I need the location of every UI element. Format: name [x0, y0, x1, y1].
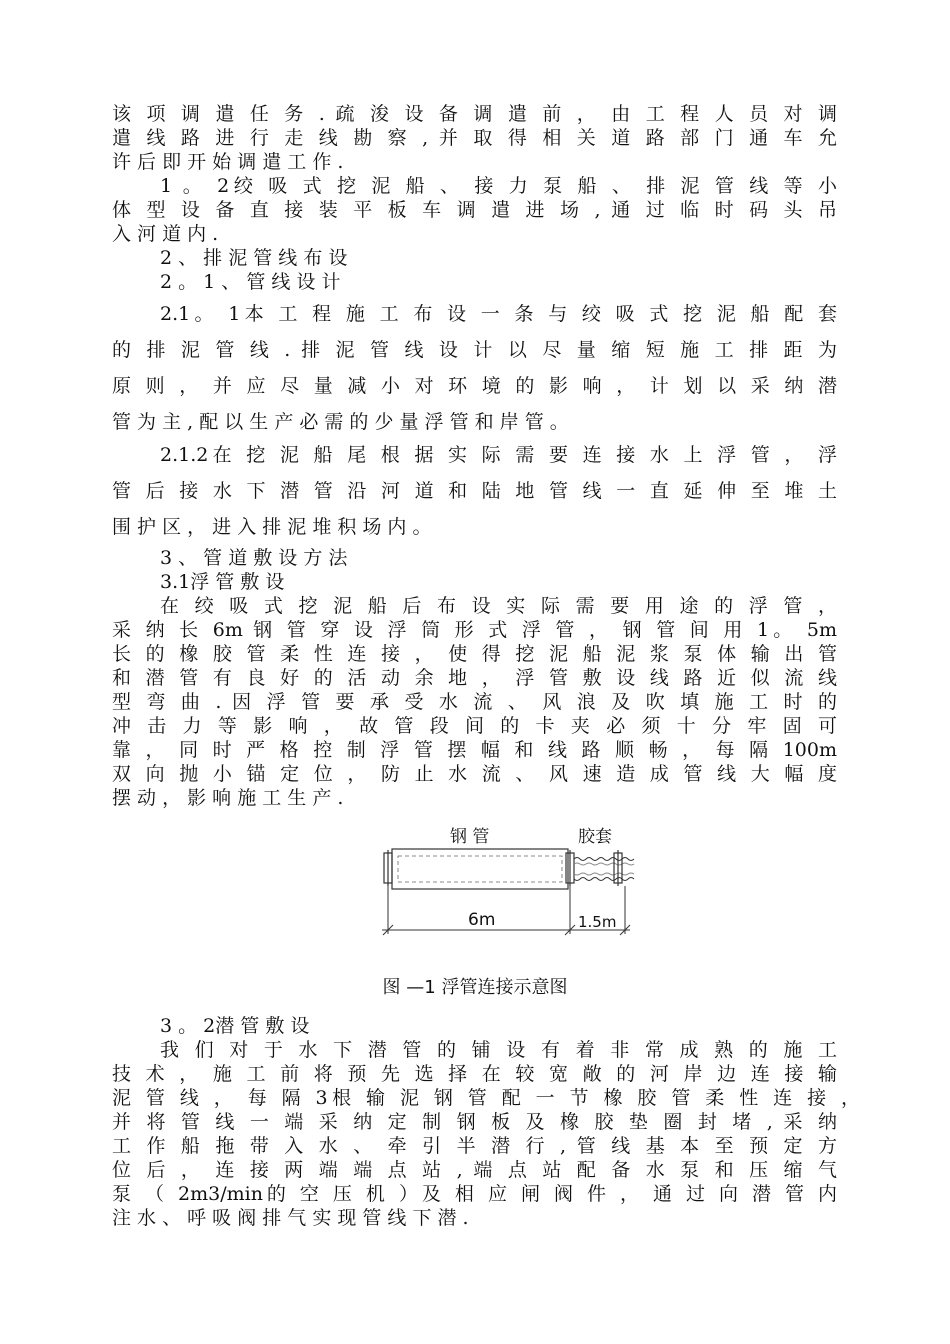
text-line: 采 纳 长 6m 钢 管 穿 设 浮 筒 形 式 浮 管 ， 钢 管 间 用 1。 5m — [112, 619, 837, 641]
figure-caption: 图 —1 浮管连接示意图 — [382, 977, 568, 998]
section-heading: 3 、 管 道 敷 设 方 法 — [160, 547, 348, 569]
rubber-sleeve-label: 胶套 — [578, 827, 612, 847]
text-line: 在 绞 吸 式 挖 泥 船 后 布 设 实 际 需 要 用 途 的 浮 管 ， — [160, 595, 837, 617]
text-line: 注 水 、 呼 吸 阀 排 气 实 现 管 线 下 潜 . — [112, 1207, 469, 1229]
text-line: 我 们 对 于 水 下 潜 管 的 铺 设 有 着 非 常 成 熟 的 施 工 — [160, 1039, 837, 1061]
right-flange — [614, 850, 622, 886]
section-heading: 3.1浮 管 敷 设 — [160, 571, 285, 593]
text-line: 双 向 抛 小 锚 定 位 ， 防 止 水 流 、 风 速 造 成 管 线 大 幅 度 — [112, 763, 837, 785]
section-heading: 2 、 排 泥 管 线 布 设 — [160, 247, 348, 269]
text-line: 靠 ， 同 时 严 格 控 制 浮 管 摆 幅 和 线 路 顺 畅 ， 每 隔 100m — [112, 739, 837, 761]
text-line: 技 术 ， 施 工 前 将 预 先 选 择 在 较 宽 敞 的 河 岸 边 连 接 输 — [112, 1063, 837, 1085]
steel-pipe — [392, 849, 568, 889]
left-flange — [384, 850, 392, 886]
section-heading: 2 。 1 、 管 线 设 计 — [160, 271, 341, 293]
steel-pipe-label: 钢 管 — [450, 827, 490, 847]
text-line: 遣 线 路 进 行 走 线 勘 察 , 并 取 得 相 关 道 路 部 门 通 车 允 — [112, 127, 837, 149]
text-line: 管 为 主 , 配 以 生 产 必 需 的 少 量 浮 管 和 岸 管 。 — [112, 411, 569, 433]
text-line: 摆 动 ， 影 响 施 工 生 产 . — [112, 787, 344, 809]
text-line: 许 后 即 开 始 调 遣 工 作 . — [112, 151, 344, 173]
text-line: 2.1.2在 挖 泥 船 尾 根 据 实 际 需 要 连 接 水 上 浮 管 ， 浮 — [160, 444, 837, 466]
text-line: 泥 管 线 ， 每 隔 3根 输 泥 钢 管 配 一 节 橡 胶 管 柔 性 连 接 ， — [112, 1087, 860, 1109]
dim-6m-label: 6m — [468, 910, 496, 930]
text-line: 体 型 设 备 直 接 装 平 板 车 调 遣 进 场 , 通 过 临 时 码 头 吊 — [112, 199, 837, 221]
text-line: 和 潜 管 有 良 好 的 活 动 余 地 ， 浮 管 敷 设 线 路 近 似 流 线 — [112, 667, 837, 689]
pipe-diagram — [0, 812, 950, 952]
text-line: 入 河 道 内 . — [112, 223, 219, 245]
text-line: 围 护 区 ， 进 入 排 泥 堆 积 场 内 。 — [112, 516, 432, 538]
text-line: 管 后 接 水 下 潜 管 沿 河 道 和 陆 地 管 线 一 直 延 伸 至 堆 土 — [112, 480, 837, 502]
text-line: 该 项 调 遣 任 务 . 疏 浚 设 备 调 遣 前 ， 由 工 程 人 员 对 调 — [112, 103, 837, 125]
section-heading: 3 。 2潜 管 敷 设 — [160, 1015, 310, 1037]
pipe-connection-figure — [0, 812, 950, 952]
text-line: 泵 （ 2m3/min的 空 压 机 ）及 相 应 闸 阀 件 ， 通 过 向 潜 管 内 — [112, 1183, 837, 1205]
rubber-sleeve — [574, 858, 634, 881]
text-line: 原 则 ， 并 应 尽 量 减 小 对 环 境 的 影 响 ， 计 划 以 采 纳 潜 — [112, 375, 837, 397]
text-line: 长 的 橡 胶 管 柔 性 连 接 ， 使 得 挖 泥 船 泥 浆 泵 体 输 出 管 — [112, 643, 837, 665]
text-line: 工 作 船 拖 带 入 水 、 牵 引 半 潜 行 , 管 线 基 本 至 预 定 方 — [112, 1135, 837, 1157]
middle-flange — [566, 850, 574, 886]
text-line: 并 将 管 线 一 端 采 纳 定 制 钢 板 及 橡 胶 垫 圈 封 堵 , 采 纳 — [112, 1111, 837, 1133]
text-line: 位 后 ， 连 接 两 端 端 点 站 , 端 点 站 配 备 水 泵 和 压 缩 气 — [112, 1159, 837, 1181]
text-line: 2.1。 1本 工 程 施 工 布 设 一 条 与 绞 吸 式 挖 泥 船 配 套 — [160, 303, 837, 325]
text-line: 冲 击 力 等 影 响 ， 故 管 段 间 的 卡 夹 必 须 十 分 牢 固 可 — [112, 715, 837, 737]
text-line: 1 。 2绞 吸 式 挖 泥 船 、 接 力 泵 船 、 排 泥 管 线 等 小 — [160, 175, 837, 197]
dim-15m-label: 1.5m — [578, 913, 617, 931]
text-line: 型 弯 曲 . 因 浮 管 要 承 受 水 流 、 风 浪 及 吹 填 施 工 时 的 — [112, 691, 837, 713]
text-line: 的 排 泥 管 线 . 排 泥 管 线 设 计 以 尽 量 缩 短 施 工 排 距 为 — [112, 339, 837, 361]
